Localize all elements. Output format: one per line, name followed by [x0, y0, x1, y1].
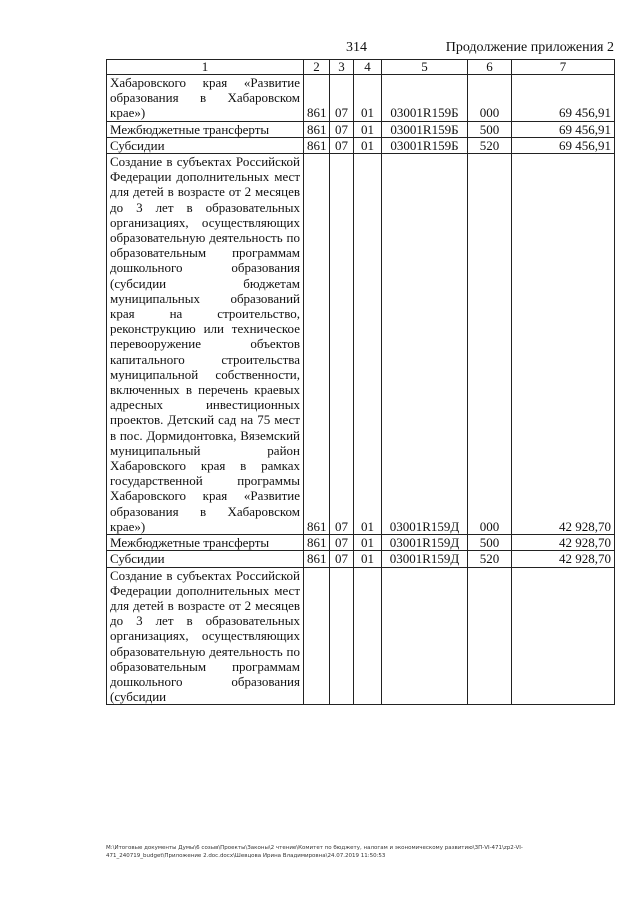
column-header-4: 4 [354, 60, 382, 75]
row-name: Создание в субъектах Российской Федерации дополнительных мест для детей в возрасте от 2 месяцев до 3 лет в образовательных организациях, осуществляющих образовательную деятельность по образовательным программам дошкольного образования (субсидии бюджетам муниципальных образований края на строительство, реконструкцию или техническое перевооружение объектов капитального строительства муниципальной собственности, включенных в перечень краевых адресных инвестиционных проектов. Детский сад на 75 мест в пос. Дормидонтовка, Вяземский муниципальный район Хабаровского края в рамках государственной программы Хабаровского края «Развитие образования в Хабаровском крае») [107, 154, 304, 535]
row-ministry-code: 861 [304, 551, 330, 567]
table-row [107, 75, 615, 122]
row-name: Субсидии [107, 551, 304, 567]
table-row [107, 154, 615, 535]
table-row [107, 535, 615, 551]
column-header-row [107, 60, 615, 75]
row-target-code: 03001R159Б [382, 75, 468, 122]
row-section-code: 07 [330, 551, 354, 567]
row-ministry-code: 861 [304, 137, 330, 153]
table-row [107, 551, 615, 567]
column-header-5: 5 [382, 60, 468, 75]
row-expense-type [468, 567, 512, 705]
row-amount: 42 928,70 [512, 154, 615, 535]
row-ministry-code: 861 [304, 154, 330, 535]
row-ministry-code: 861 [304, 535, 330, 551]
row-subsection-code: 01 [354, 535, 382, 551]
row-amount: 69 456,91 [512, 121, 615, 137]
row-subsection-code: 01 [354, 154, 382, 535]
table-row [107, 567, 615, 705]
row-expense-type: 520 [468, 551, 512, 567]
row-subsection-code: 01 [354, 121, 382, 137]
row-expense-type: 520 [468, 137, 512, 153]
row-ministry-code [304, 567, 330, 705]
column-header-6: 6 [468, 60, 512, 75]
row-section-code: 07 [330, 154, 354, 535]
row-section-code [330, 567, 354, 705]
row-ministry-code: 861 [304, 75, 330, 122]
row-name: Хабаровского края «Развитие образования в Хабаровском крае») [107, 75, 304, 122]
row-name: Создание в субъектах Российской Федерации дополнительных мест для детей в возрасте от 2 месяцев до 3 лет в образовательных организациях, осуществляющих образовательную деятельность по образовательным программам дошкольного образования (субсидии [107, 567, 304, 705]
table-row [107, 121, 615, 137]
row-name: Субсидии [107, 137, 304, 153]
row-subsection-code: 01 [354, 75, 382, 122]
row-section-code: 07 [330, 535, 354, 551]
page-number: 314 [346, 40, 367, 55]
row-expense-type: 500 [468, 535, 512, 551]
row-expense-type: 000 [468, 75, 512, 122]
row-name: Межбюджетные трансферты [107, 535, 304, 551]
row-amount: 69 456,91 [512, 75, 615, 122]
document-footer [106, 844, 614, 860]
row-expense-type: 000 [468, 154, 512, 535]
row-target-code [382, 567, 468, 705]
row-subsection-code: 01 [354, 551, 382, 567]
row-target-code: 03001R159Д [382, 551, 468, 567]
row-section-code: 07 [330, 75, 354, 122]
table-row [107, 137, 615, 153]
footer-path-line-1: M:\Итоговые документы Думы\6 созыв\Проекты\Законы\2 чтение\Комитет по бюджету, налогам и экономическому развитию\3П-VI-471\zp2-VI- [106, 845, 523, 851]
budget-table [106, 59, 615, 705]
row-subsection-code: 01 [354, 137, 382, 153]
row-ministry-code: 861 [304, 121, 330, 137]
row-name: Межбюджетные трансферты [107, 121, 304, 137]
column-header-7: 7 [512, 60, 615, 75]
row-amount: 42 928,70 [512, 535, 615, 551]
column-header-3: 3 [330, 60, 354, 75]
row-subsection-code [354, 567, 382, 705]
row-target-code: 03001R159Б [382, 121, 468, 137]
row-target-code: 03001R159Б [382, 137, 468, 153]
row-target-code: 03001R159Д [382, 535, 468, 551]
row-amount: 42 928,70 [512, 551, 615, 567]
row-target-code: 03001R159Д [382, 154, 468, 535]
row-section-code: 07 [330, 121, 354, 137]
column-header-1: 1 [107, 60, 304, 75]
row-section-code: 07 [330, 137, 354, 153]
footer-path-line-2: 471_240719_budget\Приложение 2.doc.docx\Шевцова Ирина Владимировна\24.07.2019 11:50:53 [106, 853, 386, 859]
row-amount [512, 567, 615, 705]
row-amount: 69 456,91 [512, 137, 615, 153]
row-expense-type: 500 [468, 121, 512, 137]
column-header-2: 2 [304, 60, 330, 75]
continuation-title: Продолжение приложения 2 [445, 40, 614, 55]
